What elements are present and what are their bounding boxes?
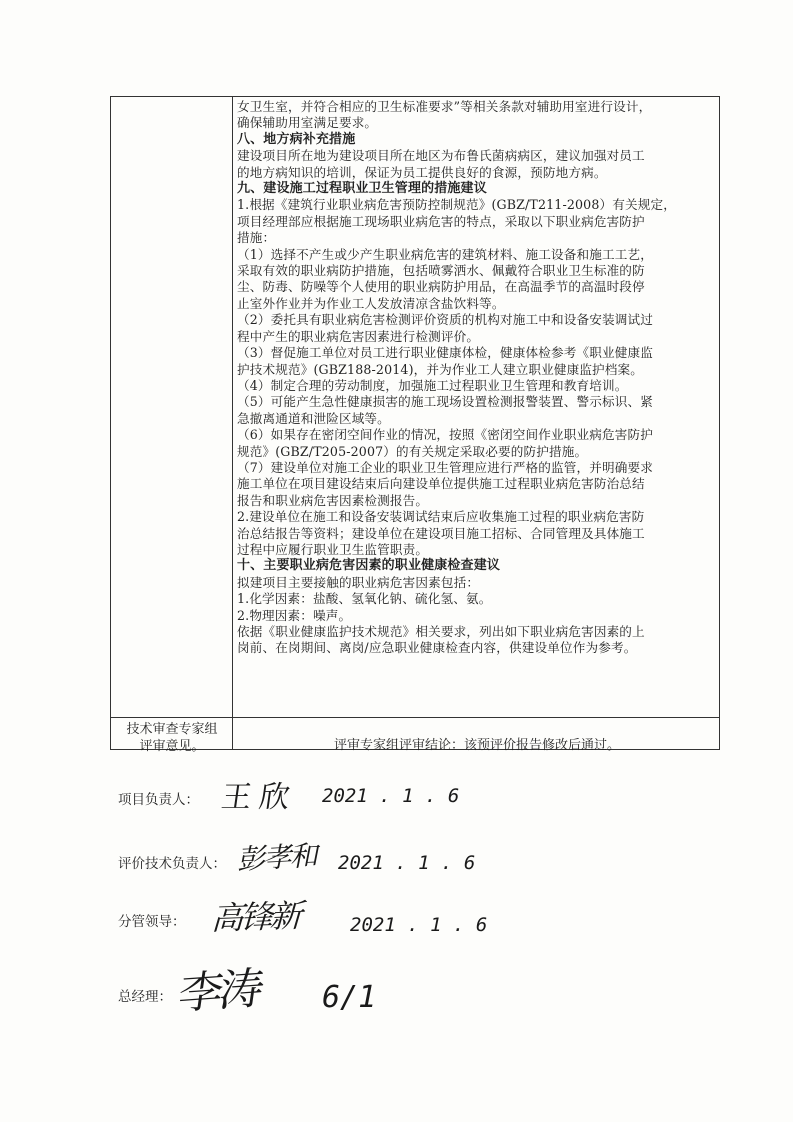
signature-supervisor: 高锋新: [208, 896, 308, 938]
review-label-line2: 评审意见。: [139, 739, 205, 754]
body-line: 的地方病知识的培训，保证为员工提供良好的食源，预防地方病。: [237, 164, 607, 180]
body-line: 尘、防毒、防噪等个人使用的职业病防护用品，在高温季节的高温时段停: [237, 279, 645, 295]
signature-project-lead: 王欣: [219, 780, 300, 815]
body-line: 规范》(GBZ/T205-2007）的有关规定采取必要的防护措施。: [237, 443, 588, 459]
body-line: 程中产生的职业病危害因素进行检测评价。: [237, 328, 480, 344]
review-label: [113, 721, 231, 755]
signature-label-general-manager: 总经理：: [118, 989, 172, 1005]
body-line: （3）督促施工单位对员工进行职业健康体检，健康体检参考《职业健康监: [237, 345, 653, 361]
body-line: 2.物理因素：噪声。: [237, 607, 352, 623]
signature-date-project-lead: 2021 . 1 . 6: [322, 785, 460, 807]
body-line: 过程中应履行职业卫生监管职责。: [237, 541, 429, 557]
table-row-divider: [111, 717, 719, 718]
body-line: （6）如果存在密闭空间作业的情况，按照《密闭空间作业职业病危害防护: [237, 427, 653, 443]
body-line: （4）制定合理的劳动制度，加强施工过程职业卫生管理和教育培训。: [237, 377, 628, 393]
body-line: 1.根据《建筑行业职业病危害预防控制规范》(GBZ/T211-2008）有关规定，: [237, 197, 676, 213]
table-column-divider: [232, 97, 233, 749]
body-line: 止室外作业并为作业工人发放清凉含盐饮料等。: [237, 295, 505, 311]
body-line: 项目经理部应根据施工现场职业病危害的特点，采取以下职业病危害防护: [237, 213, 645, 229]
body-line: （2）委托具有职业病危害检测评价资质的机构对施工中和设备安装调试过: [237, 312, 653, 328]
body-line: 报告和职业病危害因素检测报告。: [237, 492, 429, 508]
body-line: 依据《职业健康监护技术规范》相关要求，列出如下职业病危害因素的上: [237, 624, 645, 639]
review-label-line1: 技术审查专家组: [126, 722, 218, 737]
section-heading: 九、建设施工过程职业卫生管理的措施建议: [237, 181, 487, 197]
body-line: 护技术规范》(GBZ188-2014)，并为作业工人建立职业健康监护档案。: [237, 361, 644, 377]
section-heading: 八、地方病补充措施: [237, 131, 356, 147]
body-line: 岗前、在岗期间、离岗/应急职业健康检查内容，供建设单位作为参考。: [237, 640, 637, 656]
body-line: 女卫生室，并符合相应的卫生标准要求”等相关条款对辅助用室进行设计，: [237, 99, 652, 114]
body-line: 治总结报告等资料；建设单位在建设项目施工招标、合同管理及具体施工: [237, 525, 645, 541]
body-line: 1.化学因素：盐酸、氢氧化钠、硫化氢、氨。: [237, 591, 492, 607]
review-table: [110, 96, 720, 754]
signature-date-tech-lead: 2021 . 1 . 6: [338, 852, 476, 874]
body-line: （1）选择不产生或少产生职业病危害的建筑材料、施工设备和施工工艺，: [237, 246, 653, 262]
body-line: 建设项目所在地为建设项目所在地区为布鲁氏菌病病区，建议加强对员工: [237, 148, 645, 164]
body-line: 2.建设单位在施工和设备安装调试结束后应收集施工过程的职业病危害防: [237, 509, 645, 525]
body-line: （7）建设单位对施工企业的职业卫生管理应进行严格的监管，并明确要求: [237, 459, 653, 475]
measures-content: [237, 99, 717, 657]
body-line: 确保辅助用室满足要求。: [237, 115, 378, 131]
signature-date-general-manager: 6/1: [322, 980, 377, 1015]
body-line: 措施：: [237, 230, 276, 246]
signature-general-manager: 李涛: [175, 963, 264, 1020]
signature-label-project-lead: 项目负责人：: [118, 792, 199, 808]
body-line: 拟建项目主要接触的职业病危害因素包括：: [237, 574, 480, 590]
body-line: 急撤离通道和泄险区域等。: [237, 410, 390, 426]
body-line: 施工单位在项目建设结束后向建设单位提供施工过程职业病危害防治总结: [237, 476, 645, 492]
signature-date-supervisor: 2021 . 1 . 6: [350, 914, 488, 936]
signature-label-tech-lead: 评价技术负责人：: [118, 856, 226, 872]
signature-label-supervisor: 分管领导：: [118, 914, 186, 930]
section-heading: 十、主要职业病危害因素的职业健康检查建议: [237, 558, 501, 574]
signature-tech-lead: 彭孝和: [236, 838, 322, 877]
body-line: 采取有效的职业病防护措施，包括喷雾洒水、佩戴符合职业卫生标准的防: [237, 263, 645, 279]
review-conclusion: 评审专家组评审结论：该预评价报告修改后通过。: [333, 738, 620, 753]
body-line: （5）可能产生急性健康损害的施工现场设置检测报警装置、警示标识、紧: [237, 394, 653, 410]
